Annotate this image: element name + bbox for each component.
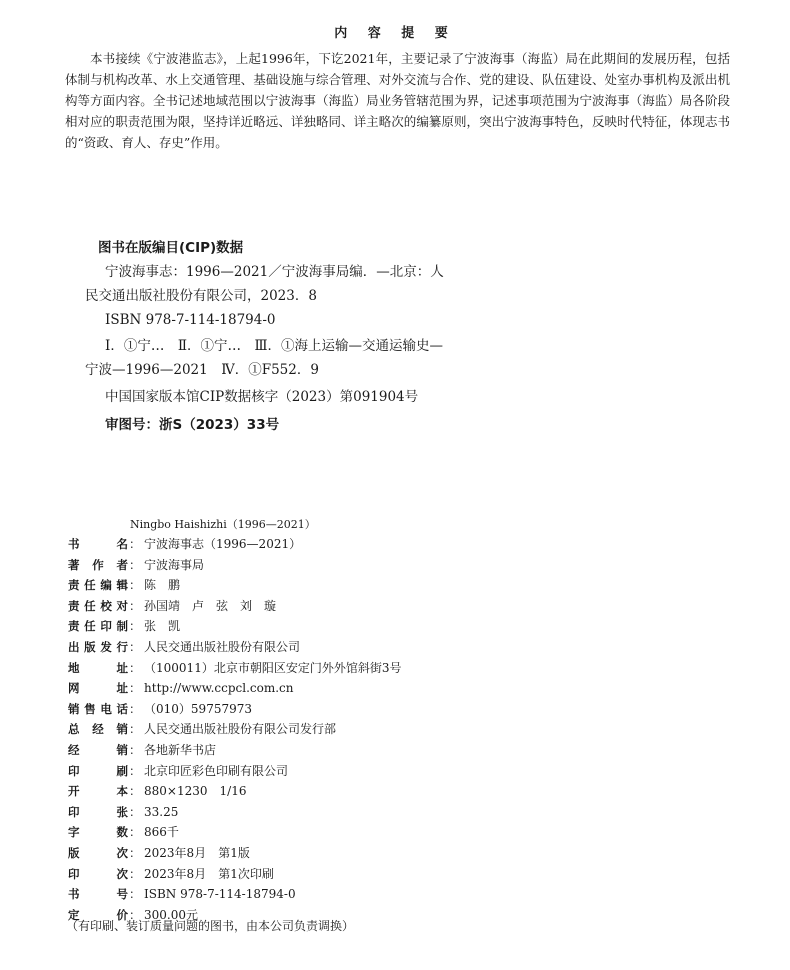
colophon-row <box>68 802 401 823</box>
colophon-colon: ： <box>129 681 142 696</box>
cip-library-number: 中国国家版本馆CIP数据核字（2023）第091904号 <box>105 389 419 405</box>
colophon-value: 2023年8月 第1次印刷 <box>144 866 274 881</box>
cip-review-number: 审图号：浙S（2023）33号 <box>105 417 280 433</box>
colophon-label: 字 数 <box>68 825 128 840</box>
summary-title: 内 容 提 要 <box>334 26 456 41</box>
colophon-colon: ： <box>129 537 142 551</box>
colophon-value: 宁波海事局 <box>144 557 205 572</box>
colophon-label: 书 名 <box>68 537 128 551</box>
colophon-colon: ： <box>129 701 142 716</box>
colophon-value: 张 凯 <box>144 619 181 634</box>
colophon-colon: ： <box>129 825 142 840</box>
colophon-value: 孙国靖 卢 弦 刘 璇 <box>144 598 277 613</box>
colophon-colon: ： <box>129 619 142 634</box>
colophon-row <box>68 761 401 782</box>
colophon-row <box>68 637 401 658</box>
colophon-label: 经 销 <box>68 742 128 757</box>
colophon-value: 人民交通出版社股份有限公司 <box>144 639 301 654</box>
colophon-colon: ： <box>129 845 142 860</box>
summary-paragraph: 本书接续《宁波港监志》，上起1996年，下讫2021年，主要记录了宁波海事（海监）局在此期间的发展历程，包括体制与机构改革、水上交通管理、基础设施与综合管理、对外交流与合作、党的建设、队伍建设、处室办事机构及派出机构等方面内容。全书记述地域范围以宁波海事（海监）局业务管辖范围为界，记述事项范围为宁波海事（海监）局各阶段相对应的职责范围为限，坚持详近略远、详独略同、详主略次的编纂原则，突出宁波海事特色，反映时代特征，体现志书的“资政、育人、存史”作用。 <box>65 51 730 150</box>
colophon-row <box>68 699 401 720</box>
colophon-label: 责 任 印 制 <box>68 619 128 634</box>
colophon-row <box>68 740 401 761</box>
colophon-label: 印 刷 <box>68 763 128 778</box>
colophon-table <box>68 534 401 925</box>
colophon-value: http://www.ccpcl.com.cn <box>144 681 294 696</box>
colophon-label: 责 任 校 对 <box>68 598 128 613</box>
colophon-row <box>68 781 401 802</box>
colophon-row <box>68 616 401 637</box>
cip-isbn: ISBN 978-7-114-18794-0 <box>105 312 276 328</box>
colophon-label: 开 本 <box>68 784 128 799</box>
colophon-row <box>68 843 401 864</box>
colophon-row <box>68 534 401 555</box>
colophon-colon: ： <box>129 557 142 572</box>
colophon-value: （100011）北京市朝阳区安定门外外馆斜街3号 <box>144 660 402 675</box>
colophon-label: 网 址 <box>68 681 128 696</box>
english-title: Ningbo Haishizhi（1996—2021） <box>130 518 316 531</box>
colophon-label: 地 址 <box>68 660 128 675</box>
colophon-label: 版 次 <box>68 845 128 860</box>
colophon-row <box>68 575 401 596</box>
colophon-row <box>68 658 401 679</box>
colophon-colon: ： <box>129 639 142 654</box>
colophon-colon: ： <box>129 784 142 799</box>
colophon-label: 责 任 编 辑 <box>68 578 128 593</box>
colophon-value: （010）59757973 <box>144 701 252 716</box>
colophon-label: 出 版 发 行 <box>68 639 128 654</box>
colophon-label: 印 次 <box>68 866 128 881</box>
colophon-colon: ： <box>129 763 142 778</box>
cip-record: 宁波海事志：1996—2021／宁波海事局编．—北京：人民交通出版社股份有限公司，2023．8 <box>85 264 444 304</box>
colophon-colon: ： <box>129 887 142 902</box>
quality-note: （有印刷、装订质量问题的图书，由本公司负责调换） <box>66 919 355 933</box>
colophon-colon: ： <box>129 598 142 613</box>
colophon-row <box>68 678 401 699</box>
colophon-value: 宁波海事志（1996—2021） <box>144 537 302 551</box>
colophon-value: 2023年8月 第1版 <box>144 845 250 860</box>
colophon-row <box>68 596 401 617</box>
colophon-row <box>68 864 401 885</box>
colophon-label: 总 经 销 <box>68 722 128 737</box>
colophon-colon: ： <box>129 742 142 757</box>
colophon-colon: ： <box>129 804 142 819</box>
colophon-label: 著 作 者 <box>68 557 128 572</box>
colophon-colon: ： <box>129 660 142 675</box>
cip-classification: Ⅰ．①宁… Ⅱ．①宁… Ⅲ．①海上运输—交通运输史—宁波—1996—2021 Ⅳ．①F552．9 <box>85 338 444 378</box>
colophon-value: ISBN 978-7-114-18794-0 <box>144 887 296 902</box>
colophon-value: 33.25 <box>144 804 179 819</box>
colophon-value: 各地新华书店 <box>144 742 217 757</box>
colophon-row <box>68 884 401 905</box>
colophon-label: 定 价 <box>68 907 128 922</box>
colophon-row <box>68 822 401 843</box>
colophon-label: 销 售 电 话 <box>68 701 128 716</box>
colophon-value: 陈 鹏 <box>144 578 181 593</box>
colophon-label: 书 号 <box>68 887 128 902</box>
colophon-value: 北京印匠彩色印刷有限公司 <box>144 763 289 778</box>
colophon-value: 300.00元 <box>144 907 199 922</box>
colophon-value: 人民交通出版社股份有限公司发行部 <box>144 722 337 737</box>
colophon-colon: ： <box>129 866 142 881</box>
colophon-row <box>68 555 401 576</box>
cip-heading: 图书在版编目(CIP)数据 <box>98 240 244 256</box>
colophon-colon: ： <box>129 907 142 922</box>
colophon-row <box>68 719 401 740</box>
colophon-label: 印 张 <box>68 804 128 819</box>
colophon-colon: ： <box>129 578 142 593</box>
colophon-value: 880×1230 1/16 <box>144 784 247 799</box>
colophon-colon: ： <box>129 722 142 737</box>
colophon-value: 866千 <box>144 825 179 840</box>
